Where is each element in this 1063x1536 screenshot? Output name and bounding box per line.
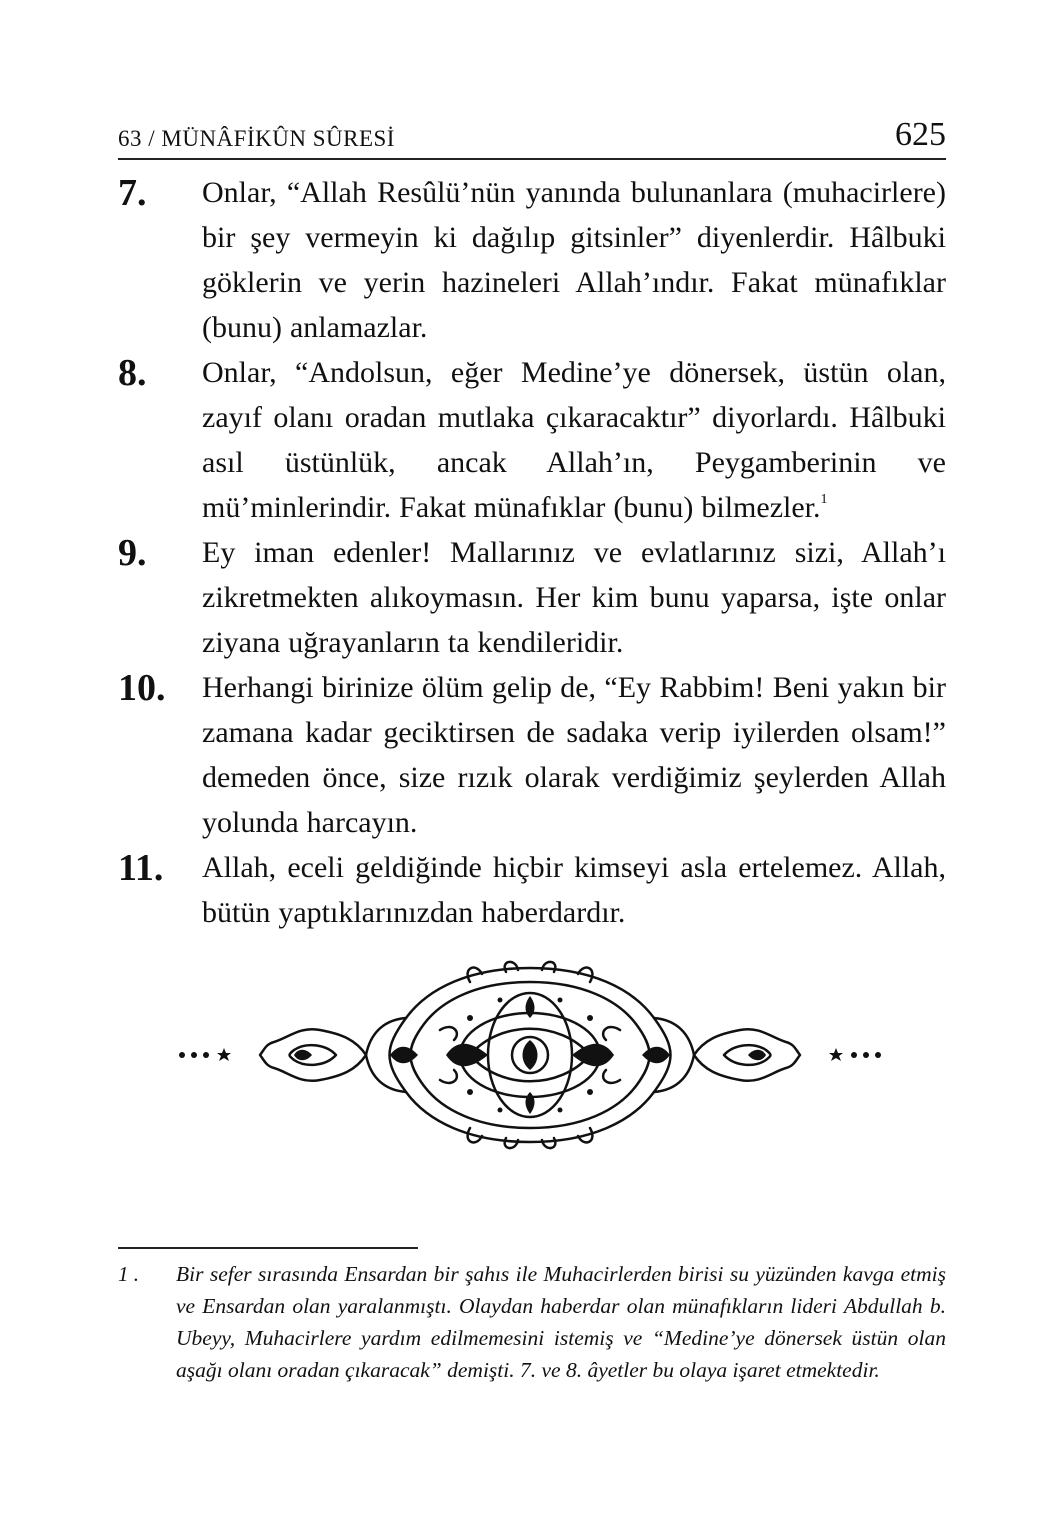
verse-11 [118, 845, 946, 935]
verse-text: Allah, eceli geldiğinde hiçbir kimseyi asla ertelemez. Allah, bütün yaptıklarınızdan haberdardır. [202, 851, 946, 929]
footnote-marker: 1 . [118, 1262, 139, 1286]
verse-text: Onlar, “Andolsun, eğer Medine’ye dönersek, üstün olan, zayıf olanı oradan mutlaka çıkaracaktır” diyorlardı. Hâlbuki asıl üstünlük, ancak Allah’ın, Peygamberinin ve mü’minlerindir. Fakat münafıklar (bunu) bilmezler. [202, 356, 946, 524]
verse-8 [118, 350, 946, 530]
verse-9 [118, 530, 946, 665]
verse-number: 7. [118, 172, 147, 214]
surah-title: 63 / MÜNÂFİKÛN SÛRESİ [118, 126, 395, 151]
footnote-reference[interactable]: 1 [820, 492, 828, 507]
verse-text-with-footnote [202, 350, 946, 530]
verse-7 [118, 170, 946, 350]
verse-10 [118, 665, 946, 845]
verse-number: 10. [118, 667, 166, 709]
footnote-text: Bir sefer sırasında Ensardan bir şahıs ile Muhacirlerden birisi su yüzünden kavga etmiş ve Ensardan olan yaralanmıştı. Olaydan haberdar olan münafıkların lideri Abdullah b. Ubeyy, Muhacirlere yardım edilmemesini istemiş ve “Medine’ye dönersek üstün olan aşağı olanı oradan çıkaracak” demişti. 7. ve 8. âyetler bu olaya işaret etmektedir. [176, 1262, 946, 1382]
footnote-divider [118, 1247, 418, 1249]
page-number: 625 [895, 116, 946, 153]
verse-number: 8. [118, 352, 147, 394]
verse-number: 11. [118, 847, 164, 889]
verse-list [118, 170, 946, 935]
verse-text: Ey iman edenler! Mallarınız ve evlatlarınız sizi, Allah’ı zikretmekten alıkoymasın. Her kim bunu yaparsa, işte onlar ziyana uğrayanların ta kendileridir. [202, 536, 946, 659]
floral-ornament-divider-icon [170, 960, 890, 1150]
footnote [118, 1258, 946, 1386]
verse-text: Herhangi birinize ölüm gelip de, “Ey Rabbim! Beni yakın bir zamana kadar geciktirsen de sadaka verip iyilerden olsam!” demeden önce, size rızık olarak verdiğimiz şeylerden Allah yolunda harcayın. [202, 671, 946, 839]
verse-text: Onlar, “Allah Resûlü’nün yanında bulunanlara (muhacirlere) bir şey vermeyin ki dağılıp gitsinler” diyenlerdir. Hâlbuki göklerin ve yerin hazineleri Allah’ındır. Fakat münafıklar (bunu) anlamazlar. [202, 176, 946, 344]
verse-number: 9. [118, 532, 147, 574]
page-header [118, 112, 946, 160]
